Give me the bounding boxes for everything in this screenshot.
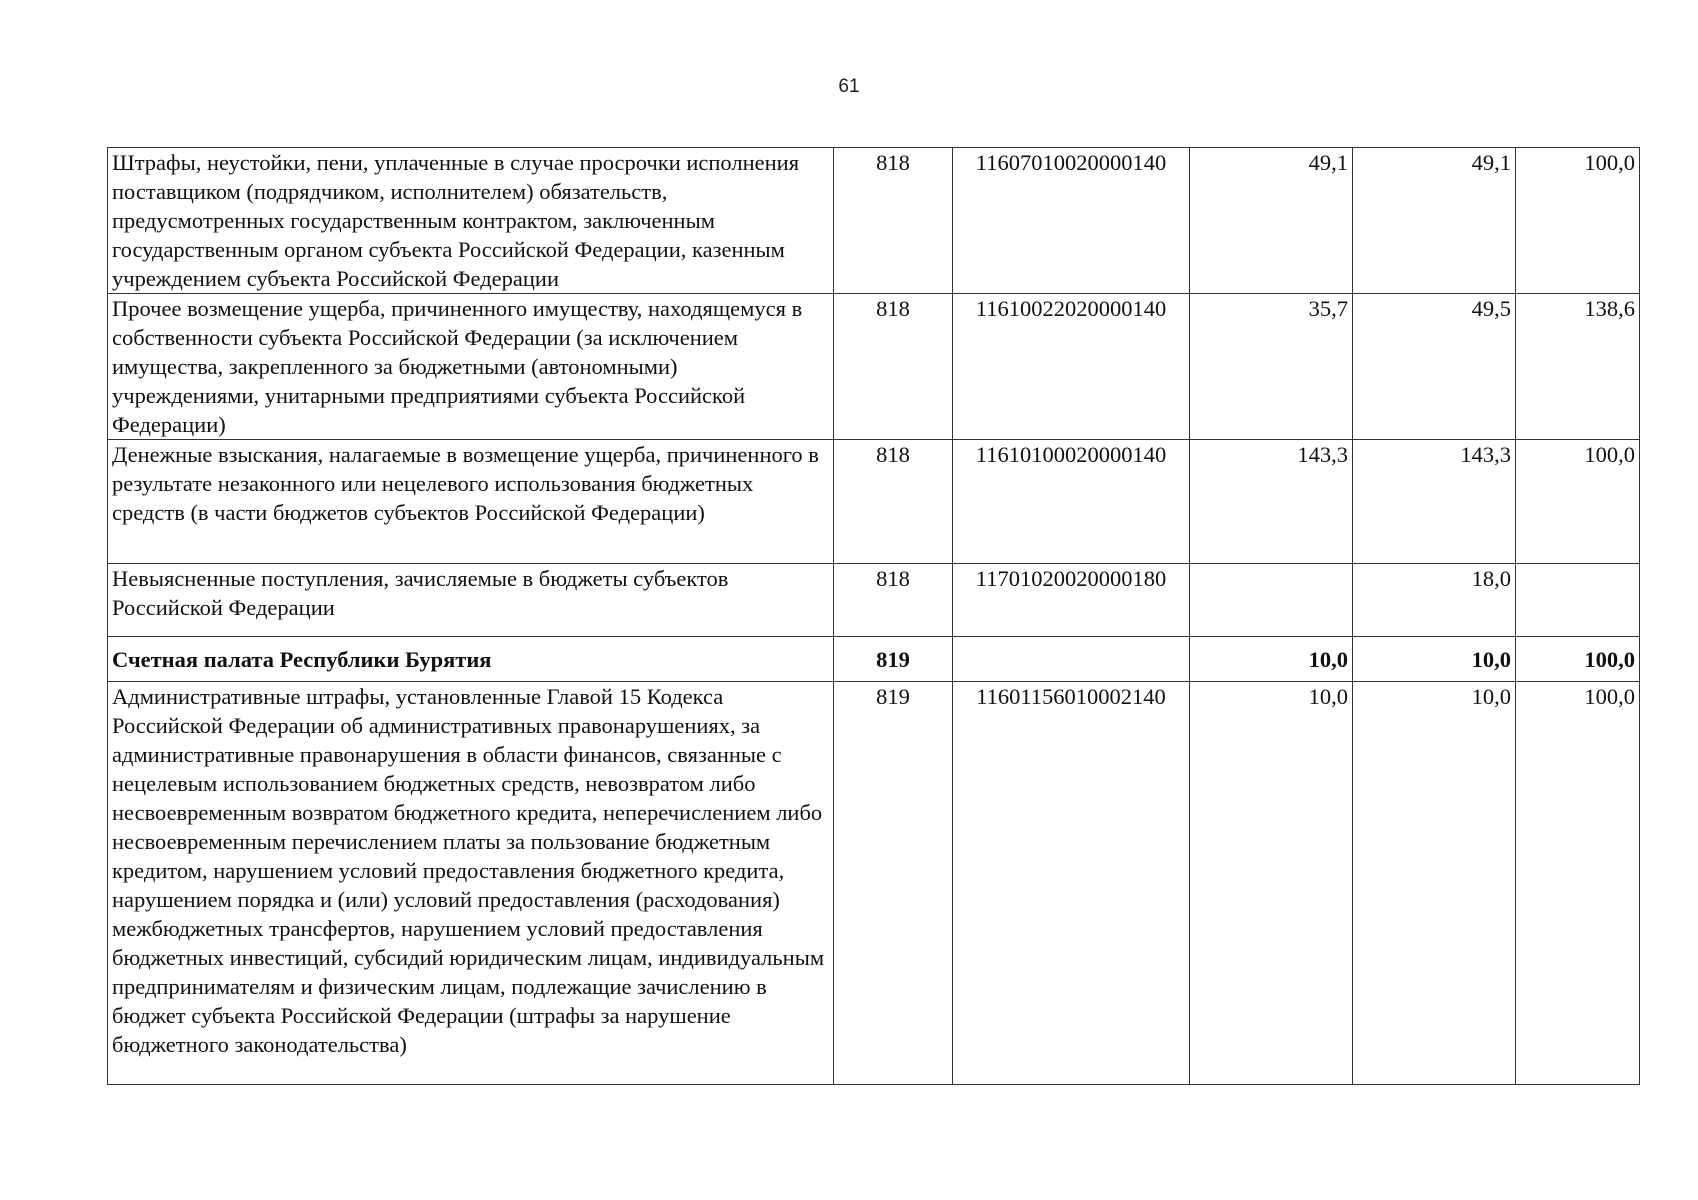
row-fact-value: 18,0 — [1353, 564, 1516, 637]
row-budget-code: 11601156010002140 — [953, 682, 1190, 1085]
row-fact-value: 10,0 — [1353, 682, 1516, 1085]
table-row — [108, 564, 1640, 637]
row-name: Денежные взыскания, налагаемые в возмещение ущерба, причиненного в результате незаконного или нецелевого использования бюджетных средств (в части бюджетов субъектов Российской Федерации) — [108, 440, 834, 564]
row-percent-value: 100,0 — [1516, 148, 1640, 294]
row-admin-code: 818 — [834, 564, 953, 637]
row-budget-code: 11607010020000140 — [953, 148, 1190, 294]
row-admin-code: 818 — [834, 440, 953, 564]
row-name: Административные штрафы, установленные Главой 15 Кодекса Российской Федерации об административных правонарушениях, за административные правонарушения в области финансов, связанные с нецелевым использованием бюджетных средств, невозвратом либо несвоевременным возвратом бюджетного кредита, неперечислением либо несвоевременным перечислением платы за пользование бюджетным кредитом, нарушением условий предоставления бюджетного кредита, нарушением порядка и (или) условий предоставления (расходования) межбюджетных трансфертов, нарушением условий предоставления бюджетных инвестиций, субсидий юридическим лицам, индивидуальным предпринимателям и физическим лицам, подлежащие зачислению в бюджет субъекта Российской Федерации (штрафы за нарушение бюджетного законодательства) — [108, 682, 834, 1085]
revenue-table — [107, 147, 1640, 1085]
row-budget-code: 11610022020000140 — [953, 294, 1190, 440]
table-row — [108, 148, 1640, 294]
row-plan-value: 143,3 — [1190, 440, 1353, 564]
table-row-section-total — [108, 637, 1640, 682]
table-row — [108, 682, 1640, 1085]
row-budget-code: 11610100020000140 — [953, 440, 1190, 564]
row-name: Штрафы, неустойки, пени, уплаченные в случае просрочки исполнения поставщиком (подрядчиком, исполнителем) обязательств, предусмотренных государственным контрактом, заключенным государственным органом субъекта Российской Федерации, казенным учреждением субъекта Российской Федерации — [108, 148, 834, 294]
table-row — [108, 294, 1640, 440]
table-row — [108, 440, 1640, 564]
section-name: Счетная палата Республики Бурятия — [108, 637, 834, 682]
row-admin-code: 818 — [834, 294, 953, 440]
row-admin-code: 819 — [834, 682, 953, 1085]
row-plan-value: 49,1 — [1190, 148, 1353, 294]
row-percent-value: 100,0 — [1516, 440, 1640, 564]
row-name: Прочее возмещение ущерба, причиненного имуществу, находящемуся в собственности субъекта Российской Федерации (за исключением имущества, закрепленного за бюджетными (автономными) учреждениями, унитарными предприятиями субъекта Российской Федерации) — [108, 294, 834, 440]
row-percent-value — [1516, 564, 1640, 637]
section-percent-value: 100,0 — [1516, 637, 1640, 682]
section-fact-value: 10,0 — [1353, 637, 1516, 682]
section-budget-code — [953, 637, 1190, 682]
row-fact-value: 143,3 — [1353, 440, 1516, 564]
section-plan-value: 10,0 — [1190, 637, 1353, 682]
row-fact-value: 49,5 — [1353, 294, 1516, 440]
row-plan-value: 10,0 — [1190, 682, 1353, 1085]
page-number: 61 — [838, 76, 860, 97]
row-percent-value: 138,6 — [1516, 294, 1640, 440]
row-admin-code: 818 — [834, 148, 953, 294]
row-name: Невыясненные поступления, зачисляемые в бюджеты субъектов Российской Федерации — [108, 564, 834, 637]
row-budget-code: 11701020020000180 — [953, 564, 1190, 637]
row-plan-value — [1190, 564, 1353, 637]
row-plan-value: 35,7 — [1190, 294, 1353, 440]
row-fact-value: 49,1 — [1353, 148, 1516, 294]
section-admin-code: 819 — [834, 637, 953, 682]
row-percent-value: 100,0 — [1516, 682, 1640, 1085]
